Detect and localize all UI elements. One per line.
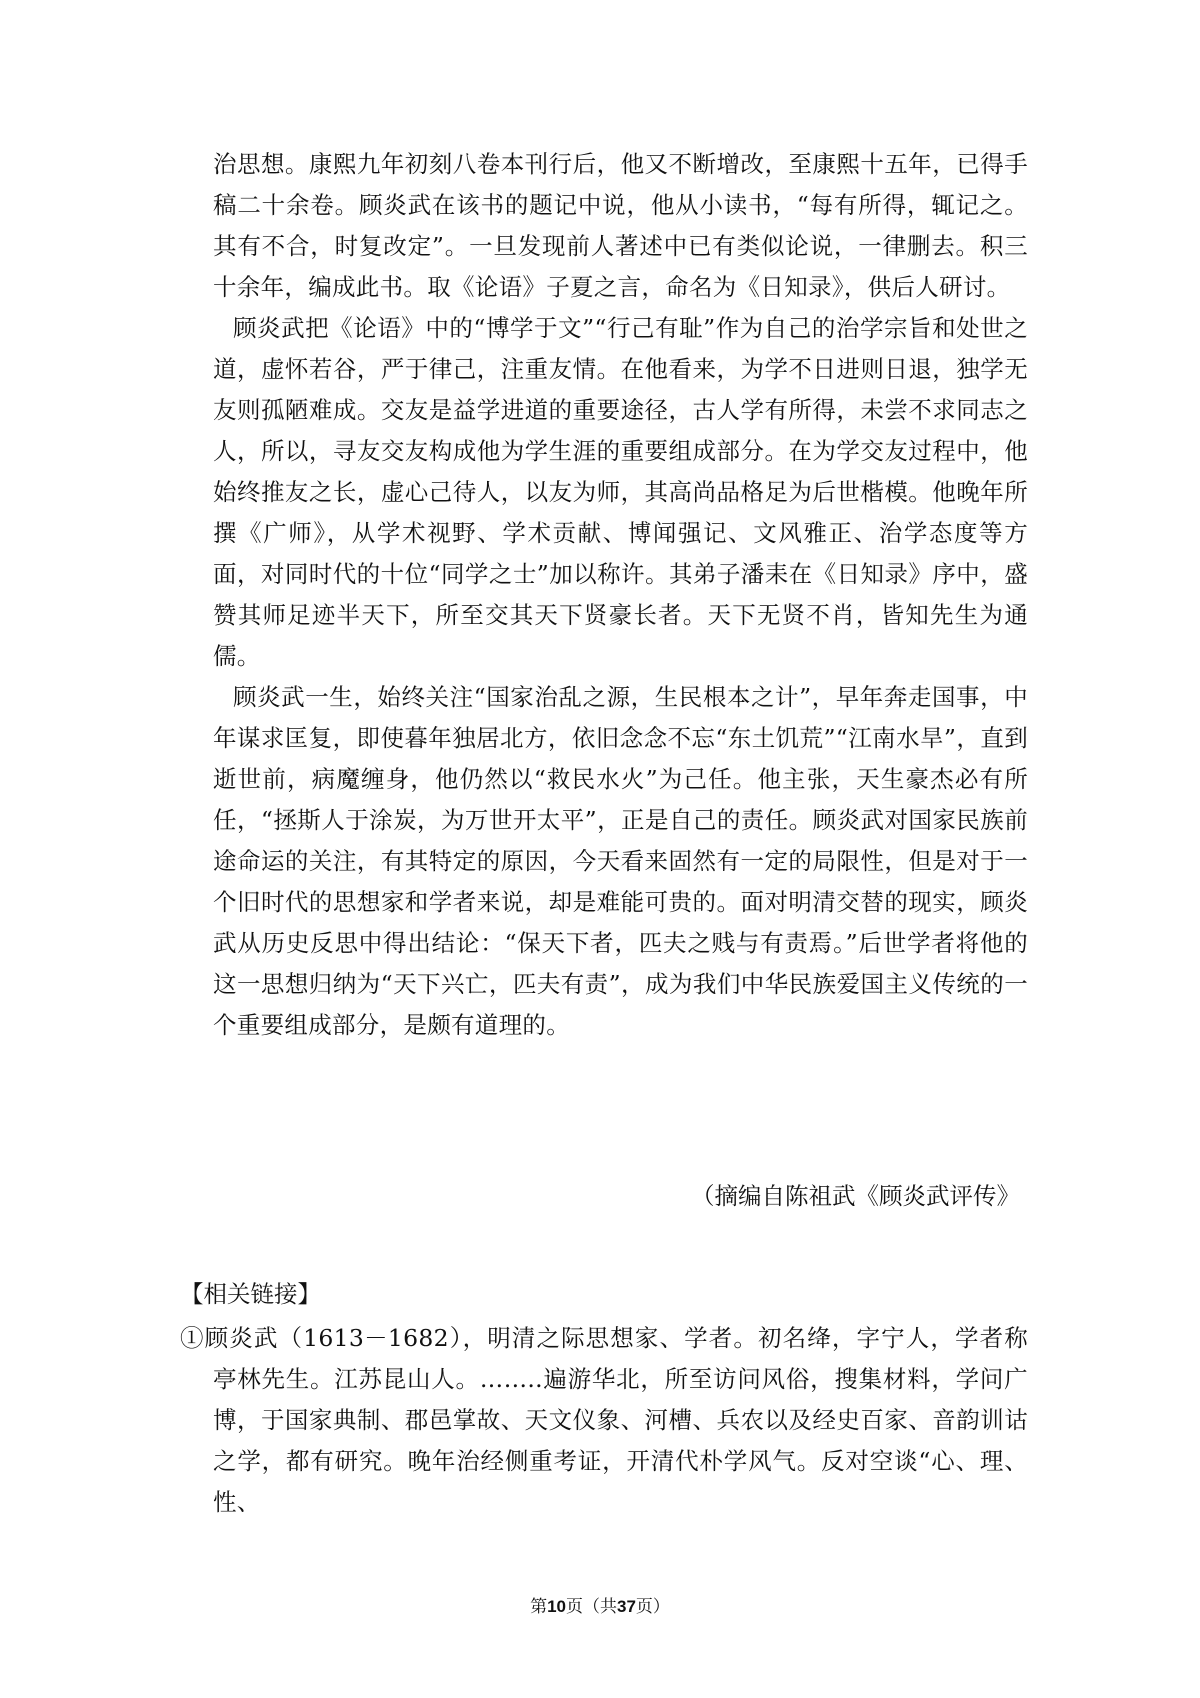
footer-total-pages: 37 [617,1597,636,1616]
related-links-list [180,1318,1028,1523]
article-paragraph: 顾炎武一生，始终关注“国家治乱之源，生民根本之计”，早年奔走国事，中年谋求匡复，即使暮年独居北方，依旧念念不忘“东土饥荒”“江南水旱”，直到逝世前，病魔缠身，他仍然以“救民水火”为己任。他主张，天生豪杰必有所任，“拯斯人于涂炭，为万世开太平”，正是自己的责任。顾炎武对国家民族前途命运的关注，有其特定的原因，今天看来固然有一定的局限性，但是对于一个旧时代的思想家和学者来说，却是难能可贵的。面对明清交替的现实，顾炎武从历史反思中得出结论：“保天下者，匹夫之贱与有责焉。”后世学者将他的这一思想归纳为“天下兴亡，匹夫有责”，成为我们中华民族爱国主义传统的一个重要组成部分，是颇有道理的。 [213,683,1028,1039]
footer-prefix: 第 [530,1597,548,1617]
article-paragraph: 治思想。康熙九年初刻八卷本刊行后，他又不断增改，至康熙十五年，已得手稿二十余卷。顾炎武在该书的题记中说，他从小读书，“每有所得，辄记之。其有不合，时复改定”。一旦发现前人著述中已有类似论说，一律删去。积三十余年，编成此书。取《论语》子夏之言，命名为《日知录》，供后人研讨。 [213,150,1028,301]
related-links-heading: 【相关链接】 [180,1280,321,1308]
footer-suffix: 页） [635,1597,670,1617]
article-body [213,144,1028,1046]
footer-middle: 页（共 [566,1597,617,1617]
related-link-item: ①顾炎武（1613－1682），明清之际思想家、学者。初名绛，字宁人，学者称亭林先生。江苏昆山人。……..遍游华北，所至访问风俗，搜集材料，学问广博，于国家典制、郡邑掌故、天文仪象、河槽、兵农以及经史百家、音韵训诂之学，都有研究。晚年治经侧重考证，开清代朴学风气。反对空谈“心、理、性、 [180,1324,1028,1516]
page-footer [0,1595,1200,1619]
article-source: （摘编自陈祖武《顾炎武评传》 [691,1182,1020,1210]
footer-page-number: 10 [547,1597,566,1616]
article-paragraph: 顾炎武把《论语》中的“博学于文”“行己有耻”作为自己的治学宗旨和处世之道，虚怀若谷，严于律己，注重友情。在他看来，为学不日进则日退，独学无友则孤陋难成。交友是益学进道的重要途径，古人学有所得，未尝不求同志之人，所以，寻友交友构成他为学生涯的重要组成部分。在为学交友过程中，他始终推友之长，虚心己待人，以友为师，其高尚品格足为后世楷模。他晚年所撰《广师》，从学术视野、学术贡献、博闻强记、文风雅正、治学态度等方面，对同时代的十位“同学之士”加以称许。其弟子潘耒在《日知录》序中，盛赞其师足迹半天下，所至交其天下贤豪长者。天下无贤不肖，皆知先生为通儒。 [213,314,1028,670]
